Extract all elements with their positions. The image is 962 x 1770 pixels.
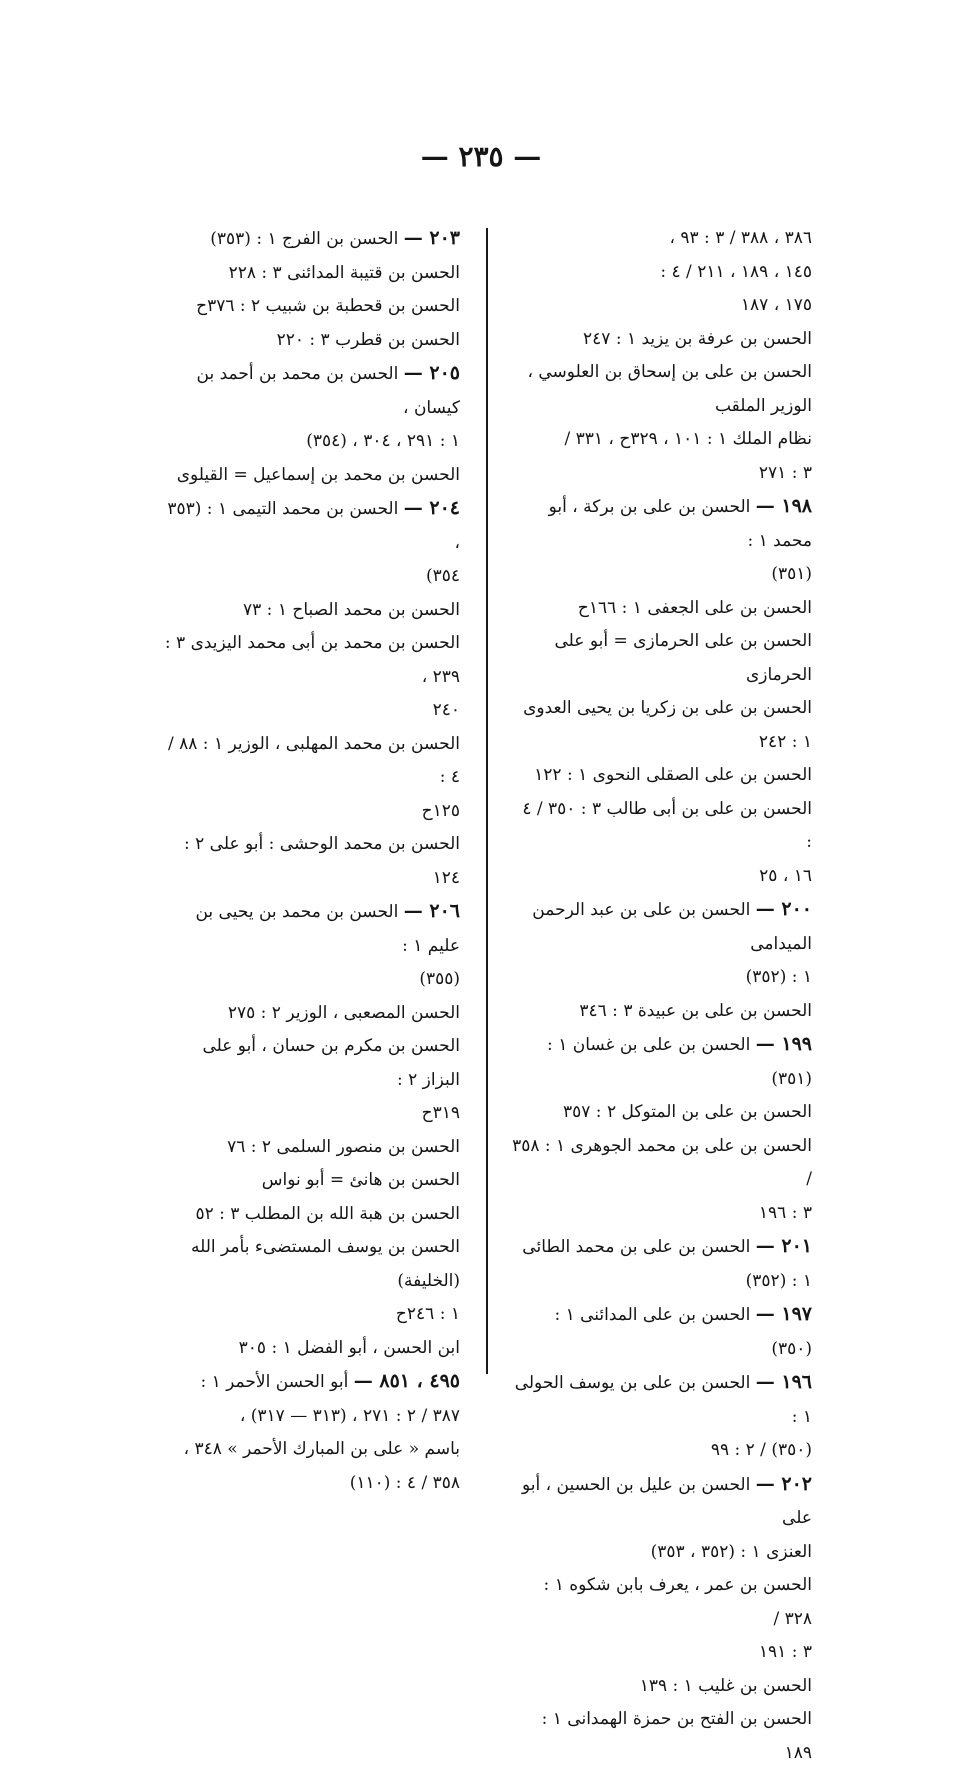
index-entry (512, 356, 812, 423)
entry-text: الحسن بن مكرم بن حسان ، أبو على البزاز ٢ : (197, 1036, 460, 1090)
entry-text: ٣ : ١٩٦ (758, 1202, 812, 1223)
entry-text: الحسن بن محمد بن أبى محمد اليزيدى ٣ : ٢٣٩ ، (159, 633, 460, 687)
entry-text: الحسن بن الفرج ١ : (٣٥٣) (210, 229, 404, 249)
index-entry (160, 1030, 460, 1097)
index-entry (512, 1468, 812, 1536)
entry-text: الحسن بن على بن بركة ، أبو محمد ١ : (543, 497, 812, 551)
index-entry (160, 1231, 460, 1298)
index-entry (512, 1197, 812, 1231)
index-entry (160, 963, 460, 997)
entry-text: الحسن بن قتيبة المدائنى ٣ : ٢٢٨ (228, 262, 460, 283)
entry-text: الحسن بن على بن محمد الجوهرى ١ : ٣٥٨ / (506, 1135, 812, 1189)
entry-text: الحسن بن عمر ، يعرف بابن شكوه ١ : ٣٢٨ / (538, 1575, 812, 1629)
entry-number: ١٩٦ — (755, 1371, 812, 1393)
index-entry (160, 1097, 460, 1131)
entry-text: الحسن بن عرفة بن يزيد ١ : ٢٤٧ (583, 328, 812, 349)
index-entry (160, 1332, 460, 1366)
index-entry (160, 1467, 460, 1501)
entry-text: ١٢٥ح (421, 800, 460, 821)
index-entry (160, 357, 460, 425)
entry-text: الحسن بن على بن أبى طالب ٣ : ٣٥٠ / ٤ : (516, 798, 812, 852)
index-entry (160, 492, 460, 560)
entry-text: باسم « على بن المبارك الأحمر » ٣٤٨ ، (183, 1439, 460, 1459)
entry-text: ٣٨٧ / ٢ : ٢٧١ ، (٣١٣ — ٣١٧) ، (239, 1405, 460, 1426)
entry-text: (٣٥٥) (419, 969, 460, 989)
entry-text: ٣٥٤) (425, 566, 460, 586)
entry-text: ٣٨٦ ، ٣٨٨ / ٣ : ٩٣ ، (669, 228, 812, 248)
index-column-right (506, 222, 812, 1770)
entry-text: الحسن بن على الحرمازى = أبو على الحرمازى (549, 631, 812, 685)
entry-text: الحسن بن محمد بن يحيى بن عليم ١ : (190, 902, 460, 956)
entry-text: الحسن بن على بن المتوكل ٢ : ٣٥٧ (563, 1102, 812, 1122)
entry-text: نظام الملك ١ : ١٠١ ، ٣٢٩ح ، ٣٣١ / (564, 429, 812, 449)
entry-number: ١٩٩ — (755, 1033, 812, 1055)
entry-text: العنزى ١ : (٣٥٢ ، ٣٥٣) (650, 1541, 812, 1562)
index-entry (512, 256, 812, 290)
entry-text: الحسن بن على بن عبيدة ٣ : ٣٤٦ (579, 1000, 812, 1021)
index-entry (160, 1164, 460, 1198)
entry-text: الحسن بن على بن إسحاق بن العلوسي ، الوزير الملقب (522, 362, 812, 416)
index-entry (160, 257, 460, 291)
entry-text: الحسن بن محمد المهلبى ، الوزير ١ : ٨٨ / ٤ : (162, 733, 460, 787)
index-entry (512, 289, 812, 323)
entry-number: ٤٩٥ ، ٨٥١ — (353, 1370, 460, 1392)
index-entry (160, 1131, 460, 1165)
index-entry (160, 728, 460, 795)
index-entry (160, 895, 460, 963)
entry-number: ١٩٧ — (755, 1303, 812, 1325)
entry-text: ابن الحسن ، أبو الفضل ١ : ٣٠٥ (238, 1337, 460, 1358)
index-entry (160, 594, 460, 628)
index-entry (512, 1703, 812, 1770)
index-entry (512, 592, 812, 626)
entry-number: ٢٠٤ — (403, 497, 460, 519)
entry-text: ١ : ٢٤٦ح (395, 1304, 460, 1324)
entry-number: ٢٠٠ — (755, 898, 812, 920)
entry-text: الحسن بن هبة الله بن المطلب ٣ : ٥٢ (195, 1203, 460, 1224)
index-entry (512, 860, 812, 894)
index-entry (512, 1536, 812, 1570)
entry-text: ١ : ٢٩١ ، ٣٠٤ ، (٣٥٤) (306, 431, 460, 451)
index-entry (160, 1298, 460, 1332)
index-entry (160, 459, 460, 493)
index-entry (512, 692, 812, 759)
index-entry (160, 560, 460, 594)
index-entry (512, 625, 812, 692)
index-entry (160, 222, 460, 257)
entry-text: الحسن بن عليل بن الحسين ، أبو على (516, 1474, 812, 1528)
index-entry (512, 457, 812, 491)
entry-text: الحسن بن على بن عبد الرحمن الميدامى (526, 900, 812, 954)
entry-text: الحسن بن قطرب ٣ : ٢٢٠ (276, 329, 460, 350)
entry-text: الحسن بن محمد الصباح ١ : ٧٣ (243, 599, 460, 620)
index-entry (512, 1096, 812, 1130)
index-entry (160, 290, 460, 324)
entry-number: ٢٠٦ — (403, 900, 460, 922)
index-entry (160, 1365, 460, 1400)
index-entry (512, 793, 812, 860)
index-entry (512, 222, 812, 256)
entry-number: ٢٠٣ — (403, 227, 460, 249)
index-entry (160, 324, 460, 358)
entry-text: ٣ : ١٩١ (758, 1642, 812, 1662)
index-entry (160, 828, 460, 895)
entry-text: الحسن بن محمد الوحشى : أبو على ٢ : ١٢٤ (178, 834, 460, 888)
index-entry (512, 1230, 812, 1298)
entry-text: الحسن بن محمد التيمى ١ : (٣٥٣ ، (161, 499, 460, 553)
entry-number: ٢٠٥ — (403, 362, 460, 384)
index-entry (512, 423, 812, 457)
entry-text: الحسن بن الفتح بن حمزة الهمدانى ١ : ١٨٩ (536, 1709, 812, 1763)
index-entry (512, 961, 812, 995)
index-entry (512, 1636, 812, 1670)
index-entry (160, 997, 460, 1031)
entry-text: الحسن بن على بن يوسف الحولى ١ : (509, 1373, 812, 1427)
index-entry (512, 1028, 812, 1096)
entry-text: (٣٥١) (771, 564, 812, 584)
entry-text: ٣ : ٢٧١ (758, 462, 812, 483)
entry-text: الحسن بن محمد بن أحمد بن كيسان ، (191, 364, 460, 418)
index-entry (160, 1433, 460, 1467)
index-entry (160, 1400, 460, 1434)
entry-text: الحسن بن يوسف المستضىء بأمر الله (الخليفة) (185, 1237, 460, 1291)
index-entry (160, 425, 460, 459)
entry-text: الحسن بن على بن زكريا بن يحيى العدوى ١ : ٢٤٢ (517, 698, 812, 752)
entry-text: ١٧٥ ، ١٨٧ (740, 295, 812, 315)
column-divider (486, 228, 488, 1374)
index-entry (512, 995, 812, 1029)
index-entry (160, 795, 460, 829)
entry-text: الحسن بن قحطبة بن شبيب ٢ : ٣٧٦ح (196, 296, 460, 316)
entry-text: الحسن بن على بن غسان ١ : (٣٥١) (541, 1035, 812, 1089)
entry-text: الحسن بن على الجعفى ١ : ١٦٦ح (577, 597, 812, 618)
entry-text: الحسن بن محمد بن إسماعيل = القيلوى (176, 464, 460, 485)
entry-text: ١٦ ، ٢٥ (759, 865, 812, 886)
index-entry (512, 1569, 812, 1636)
entry-text: ١ : (٣٥٢) (745, 967, 812, 987)
entry-text: الحسن بن غليب ١ : ١٣٩ (639, 1675, 812, 1696)
index-entry (160, 627, 460, 694)
entry-text: الحسن بن منصور السلمى ٢ : ٧٦ (227, 1136, 460, 1157)
entry-text: الحسن بن على الصقلى النحوى ١ : ١٢٢ (534, 765, 812, 785)
entry-text: الحسن المصعبى ، الوزير ٢ : ٢٧٥ (227, 1002, 460, 1023)
index-entry (512, 1298, 812, 1366)
index-entry (506, 1130, 812, 1197)
index-entry (509, 1366, 812, 1434)
index-entry (512, 558, 812, 592)
entry-number: ٢٠١ — (755, 1235, 812, 1257)
index-entry (512, 1434, 812, 1468)
entry-number: ٢٠٢ — (755, 1472, 812, 1495)
entry-text: الحسن بن على المدائنى ١ : (٣٥٠) (549, 1305, 812, 1359)
index-entry (512, 323, 812, 357)
entry-text: ٣١٩ح (421, 1103, 460, 1123)
index-entry (512, 490, 812, 558)
index-entry (512, 1670, 812, 1704)
entry-text: (٣٥٠) / ٢ : ٩٩ (710, 1440, 812, 1460)
entry-text: الحسن بن هانئ = أبو نواس (261, 1170, 460, 1190)
page-number: — ٢٣٥ — (420, 140, 542, 173)
entry-text: الحسن بن على بن محمد الطائى ١ : (٣٥٢) (516, 1237, 812, 1291)
index-entry (512, 893, 812, 961)
index-entry (160, 694, 460, 728)
entry-number: ١٩٨ — (755, 495, 812, 517)
index-column-left (160, 222, 460, 1500)
index-entry (512, 759, 812, 793)
entry-text: ٢٤٠ (432, 700, 460, 720)
index-entry (160, 1198, 460, 1232)
entry-text: أبو الحسن الأحمر ١ : (200, 1372, 354, 1392)
entry-text: ١٤٥ ، ١٨٩ ، ٢١١ / ٤ : (660, 261, 812, 282)
entry-text: ٣٥٨ / ٤ : (١١٠) (349, 1472, 460, 1493)
